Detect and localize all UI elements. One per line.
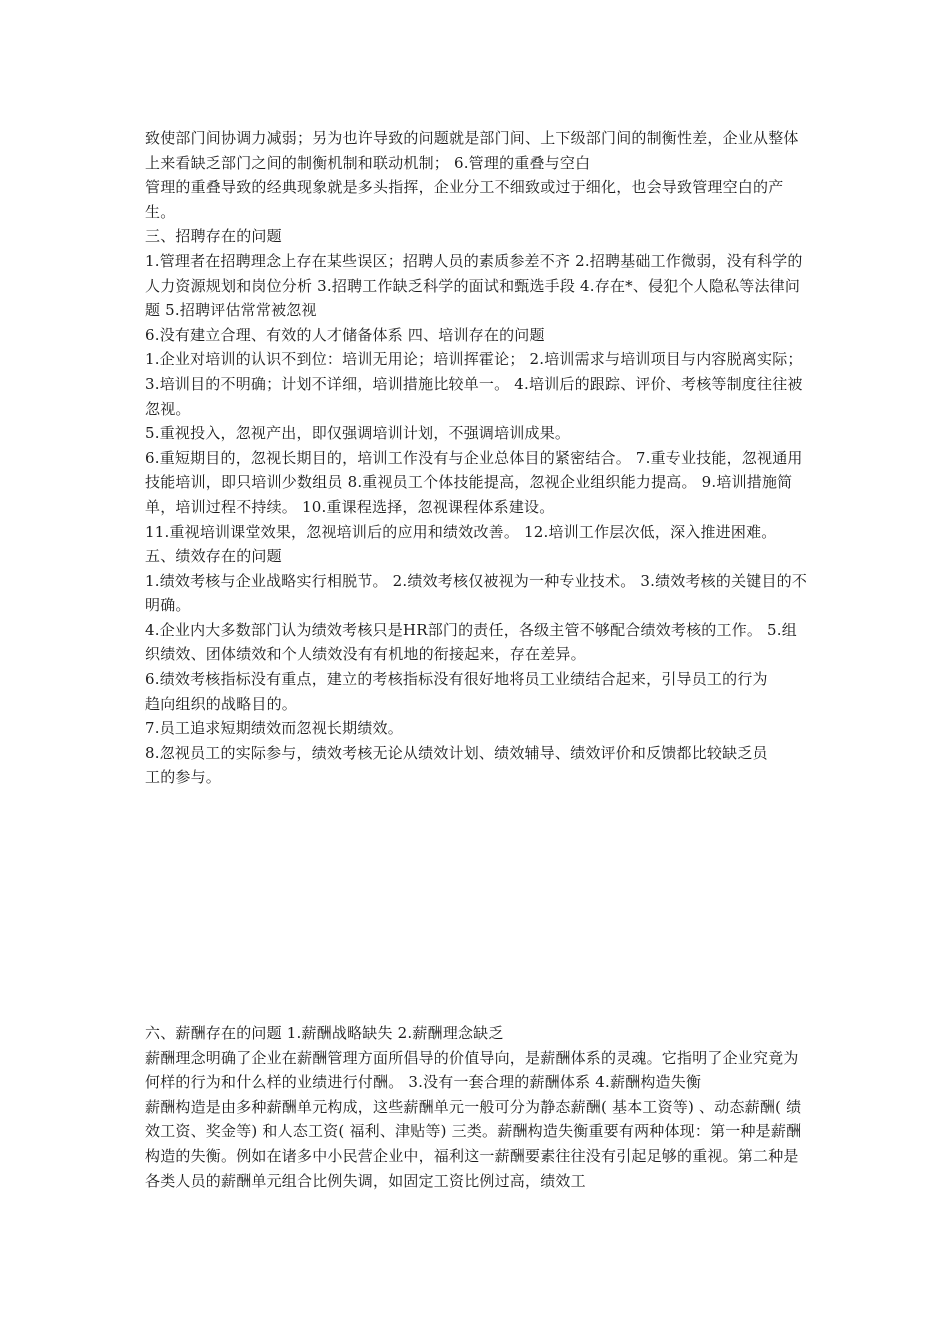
paragraph: 5.重视投入，忽视产出，即仅强调培训计划，不强调培训成果。 [145,424,571,443]
text-block-top [145,126,810,790]
paragraph: 致使部门间协调力减弱；另为也许导致的问题就是部门间、上下级部门间的制衡性差，企业从整体上来看缺乏部门之间的制衡机制和联动机制； 6.管理的重叠与空白 [145,129,799,172]
paragraph: 薪酬构造是由多种薪酬单元构成，这些薪酬单元一般可分为静态薪酬( 基本工资等) 、动态薪酬( 绩效工资、奖金等) 和人态工资( 福利、津贴等) 三类。薪酬构造失衡重要有两种体现：第一种是薪酬构造的失衡。例如在诸多中小民营企业中，福利这一薪酬要素往往没有引起足够的重视。第二种是各类人员的薪酬单元组合比例失调，如固定工资比例过高，绩效工 [145,1097,802,1190]
paragraph: 薪酬理念明确了企业在薪酬管理方面所倡导的价值导向，是薪酬体系的灵魂。它指明了企业究竟为何样的行为和什么样的业绩进行付酬。 3.没有一套合理的薪酬体系 4.薪酬构造失衡 [145,1048,799,1092]
paragraph: 11.重视培训课堂效果，忽视培训后的应用和绩效改善。 12.培训工作层次低，深入推进困难。 五、绩效存在的问题 [145,522,777,566]
paragraph: 6.绩效考核指标没有重点，建立的考核指标没有很好地将员工业绩结合起来，引导员工的行为 [145,670,768,689]
paragraph: 工的参与。 [145,768,222,787]
section-heading: 三、招聘存在的问题 [145,227,282,246]
paragraph: 6.没有建立合理、有效的人才储备体系 四、培训存在的问题 [145,325,545,344]
section-heading: 六、薪酬存在的问题 1.薪酬战略缺失 2.薪酬理念缺乏 [145,1024,504,1042]
paragraph: 1.企业对培训的认识不到位：培训无用论；培训挥霍论； 2.培训需求与培训项目与内容脱离实际； [145,350,803,369]
paragraph: 8.忽视员工的实际参与，绩效考核无论从绩效计划、绩效辅导、绩效评价和反馈都比较缺乏员 [145,743,768,762]
paragraph: 趋向组织的战略目的。 [145,694,298,713]
paragraph: 3.培训目的不明确；计划不详细，培训措施比较单一。 4.培训后的跟踪、评价、考核等制度往往被忽视。 [145,374,803,418]
paragraph: 4.企业内大多数部门认为绩效考核只是HR部门的责任，各级主管不够配合绩效考核的工作。 5.组织绩效、团体绩效和个人绩效没有有机地的衔接起来，存在差异。 [145,620,797,664]
text-block-bottom [145,1021,810,1193]
paragraph: 6.重短期目的，忽视长期目的，培训工作没有与企业总体目的紧密结合。 7.重专业技能，忽视通用技能培训，即只培训少数组员 8.重视员工个体技能提高，忽视企业组织能力提高。 9.培训措施简单，培训过程不持续。 10.重课程选择，忽视课程体系建设。 [145,448,803,516]
paragraph: 1.绩效考核与企业战略实行相脱节。 2.绩效考核仅被视为一种专业技术。 3.绩效考核的关键目的不明确。 [145,571,808,615]
paragraph: 1.管理者在招聘理念上存在某些误区；招聘人员的素质参差不齐 2.招聘基础工作微弱，没有科学的人力资源规划和岗位分析 3.招聘工作缺乏科学的面试和甄选手段 4.存在*、侵犯个人隐私等法律问题 5.招聘评估常常被忽视 [145,251,803,320]
paragraph: 7.员工追求短期绩效而忽视长期绩效。 [145,719,403,738]
paragraph: 管理的重叠导致的经典现象就是多头指挥，企业分工不细致或过于细化，也会导致管理空白的产生。 [145,178,784,221]
